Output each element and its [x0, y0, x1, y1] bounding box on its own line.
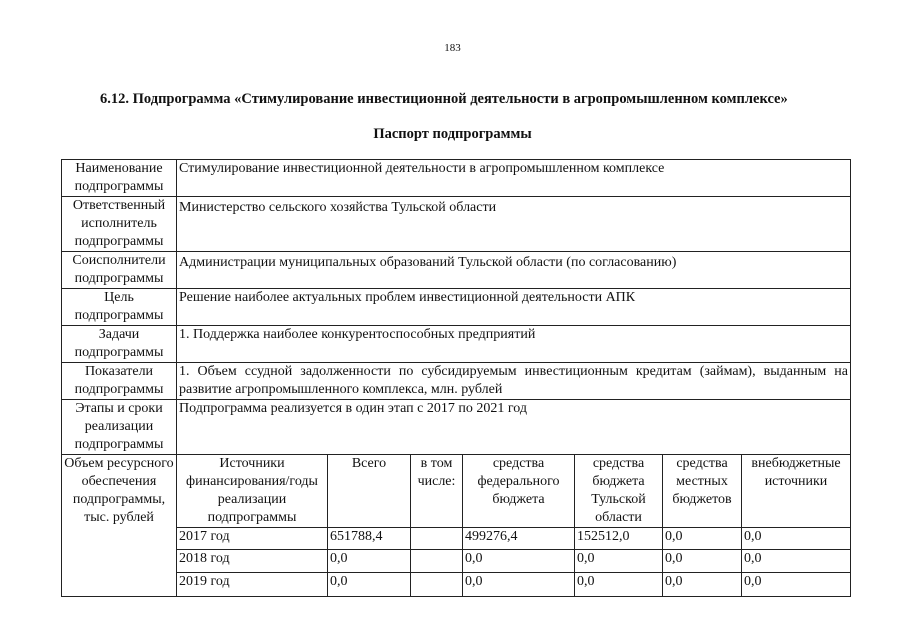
row-stages: [62, 400, 851, 455]
resources-cell: [177, 455, 851, 597]
year-cell: 2019 год: [177, 573, 328, 596]
header-including: в том числе:: [411, 455, 463, 528]
federal-cell: 499276,4: [463, 528, 575, 550]
row-name: [62, 160, 851, 197]
row-label: Наименование подпрограммы: [62, 160, 177, 197]
including-cell: [411, 550, 463, 573]
table-row: [177, 528, 850, 550]
header-sources: Источники финансирования/годы реализации подпрограммы: [177, 455, 328, 528]
section-title: 6.12. Подпрограмма «Стимулирование инвестиционной деятельности в агропромышленном комплексе»: [100, 91, 788, 107]
row-label: Этапы и сроки реализации подпрограммы: [62, 400, 177, 455]
passport-table: [61, 159, 851, 597]
federal-cell: 0,0: [463, 550, 575, 573]
extrabudget-cell: 0,0: [742, 550, 851, 573]
local-cell: 0,0: [663, 528, 742, 550]
row-tasks: [62, 326, 851, 363]
row-coexecutors: [62, 252, 851, 289]
row-indicators: [62, 363, 851, 400]
total-cell: 0,0: [328, 550, 411, 573]
row-label: Цель подпрограммы: [62, 289, 177, 326]
row-label: [62, 455, 177, 597]
total-cell: 651788,4: [328, 528, 411, 550]
row-value: 1. Поддержка наиболее конкурентоспособных предприятий: [177, 326, 851, 363]
header-federal: средства федерального бюджета: [463, 455, 575, 528]
row-goal: [62, 289, 851, 326]
year-cell: 2018 год: [177, 550, 328, 573]
row-value: Стимулирование инвестиционной деятельности в агропромышленном комплексе: [177, 160, 851, 197]
row-value: Министерство сельского хозяйства Тульской области: [177, 197, 851, 252]
row-label: Задачи подпрограммы: [62, 326, 177, 363]
resources-table: [177, 455, 850, 596]
table-row: [177, 550, 850, 573]
row-value: Администрации муниципальных образований Тульской области (по согласованию): [177, 252, 851, 289]
regional-cell: 0,0: [575, 573, 663, 596]
local-cell: 0,0: [663, 550, 742, 573]
total-cell: 0,0: [328, 573, 411, 596]
header-total: Всего: [328, 455, 411, 528]
local-cell: 0,0: [663, 573, 742, 596]
regional-cell: 0,0: [575, 550, 663, 573]
regional-cell: 152512,0: [575, 528, 663, 550]
row-value: 1. Объем ссудной задолженности по субсидируемым инвестиционным кредитам (займам), выданным на развитие агропромышленного комплекса, млн. рублей: [177, 363, 851, 400]
header-local: средства местных бюджетов: [663, 455, 742, 528]
row-value: Подпрограмма реализуется в один этап с 2017 по 2021 год: [177, 400, 851, 455]
header-regional: средства бюджета Тульской области: [575, 455, 663, 528]
including-cell: [411, 573, 463, 596]
table-row: [177, 573, 850, 596]
resources-label: Объем ресурсного обеспечения подпрограммы, тыс. рублей: [64, 456, 174, 525]
extrabudget-cell: 0,0: [742, 573, 851, 596]
resources-header-row: [177, 455, 850, 528]
row-resources: [62, 455, 851, 597]
page-number: 183: [444, 42, 461, 54]
year-cell: 2017 год: [177, 528, 328, 550]
row-responsible: [62, 197, 851, 252]
federal-cell: 0,0: [463, 573, 575, 596]
including-cell: [411, 528, 463, 550]
extrabudget-cell: 0,0: [742, 528, 851, 550]
row-label: Ответственный исполнитель подпрограммы: [62, 197, 177, 252]
passport-title: Паспорт подпрограммы: [373, 126, 532, 142]
row-label: Соисполнители подпрограммы: [62, 252, 177, 289]
header-extrabudget: внебюджетные источники: [742, 455, 851, 528]
row-value: Решение наиболее актуальных проблем инвестиционной деятельности АПК: [177, 289, 851, 326]
row-label: Показатели подпрограммы: [62, 363, 177, 400]
